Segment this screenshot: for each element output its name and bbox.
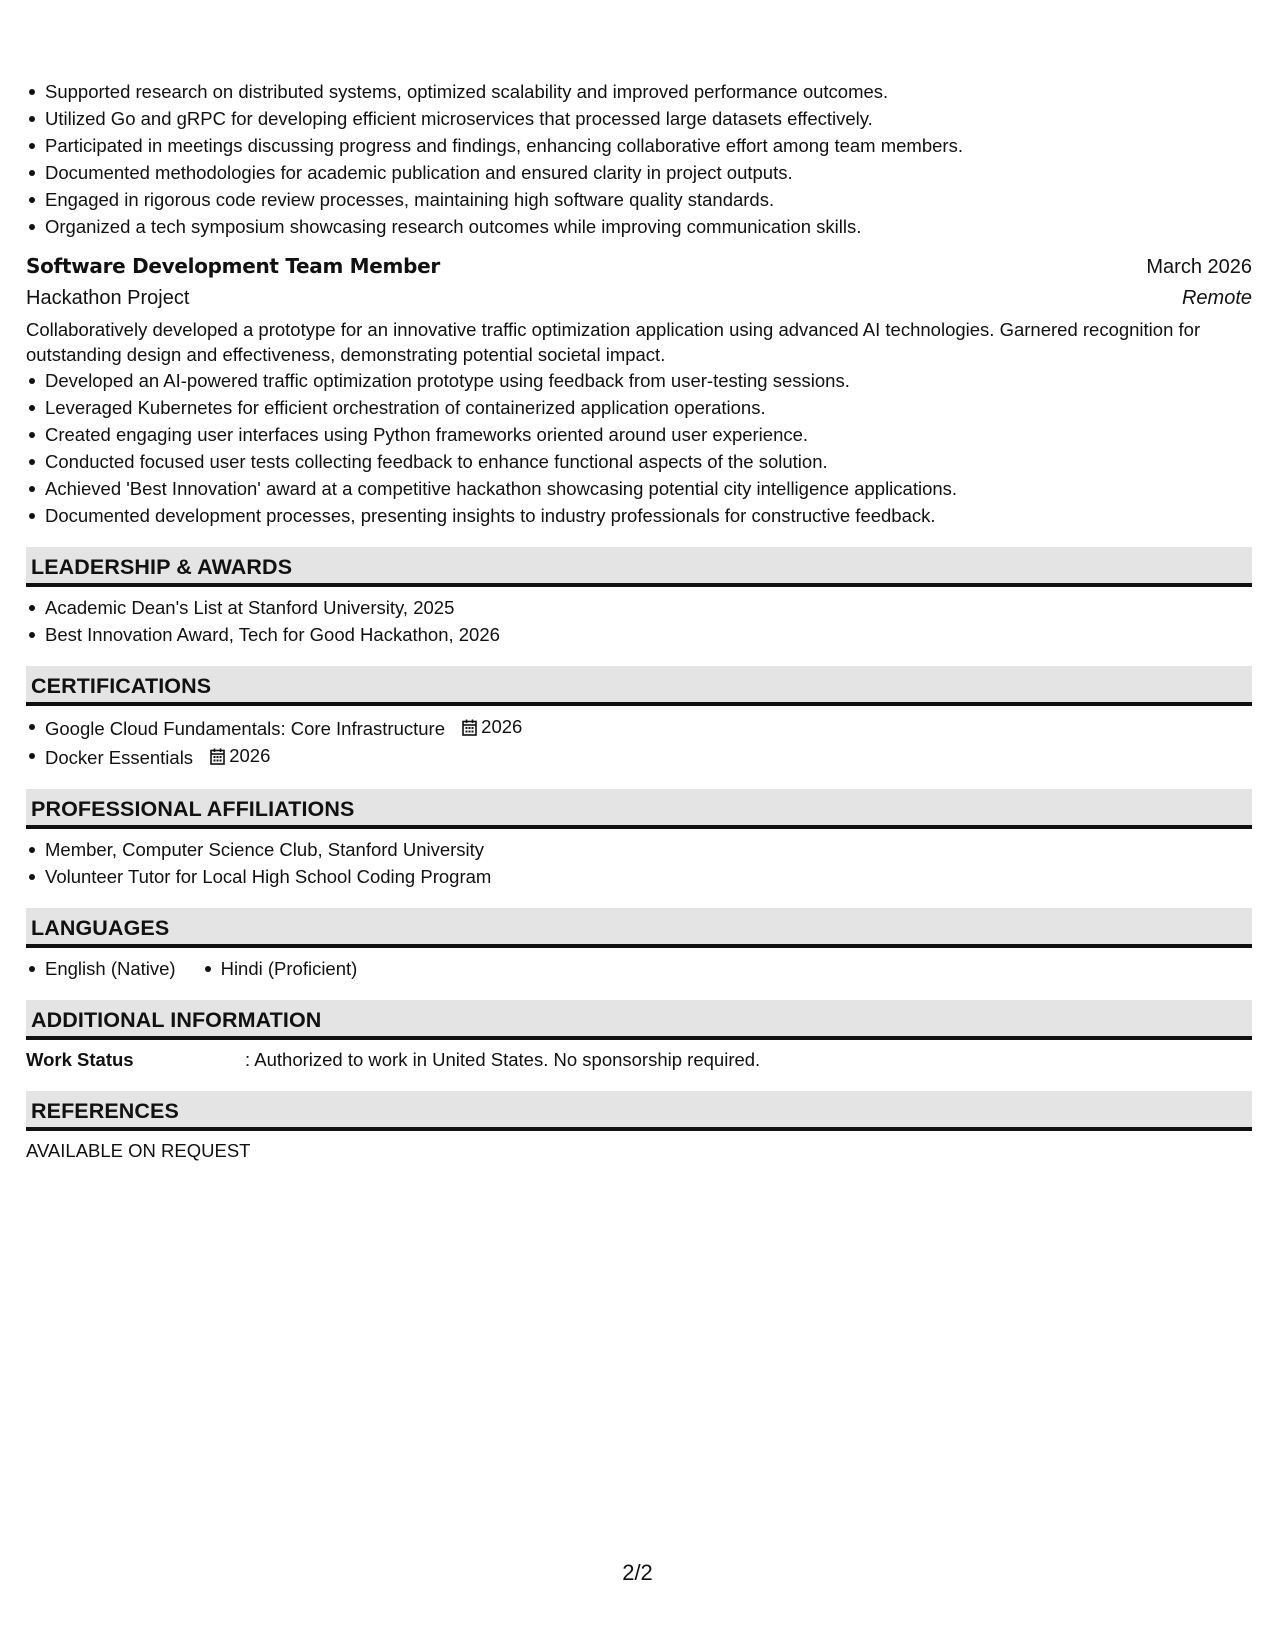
list-item xyxy=(45,713,1252,742)
page-number: 2/2 xyxy=(622,1560,653,1585)
work-status-value: : Authorized to work in United States. No sponsorship required. xyxy=(245,1049,761,1070)
job-subheader xyxy=(26,282,1252,314)
job-bullet-list xyxy=(26,367,1252,529)
section-heading-additional-information xyxy=(26,1000,1252,1040)
resume-page xyxy=(26,78,1252,1164)
list-item: Organized a tech symposium showcasing research outcomes while improving communication skills. xyxy=(45,213,1252,240)
certification-year: 2026 xyxy=(229,745,271,766)
section-heading-references xyxy=(26,1091,1252,1131)
list-item: Documented methodologies for academic publication and ensured clarity in project outputs. xyxy=(45,159,1252,186)
list-item: Documented development processes, presenting insights to industry professionals for constructive feedback. xyxy=(45,502,1252,529)
list-item: Academic Dean's List at Stanford University, 2025 xyxy=(45,594,1252,621)
list-item: Conducted focused user tests collecting feedback to enhance functional aspects of the solution. xyxy=(45,448,1252,475)
calendar-icon xyxy=(462,719,477,736)
list-item xyxy=(45,742,1252,771)
list-item: Member, Computer Science Club, Stanford University xyxy=(45,836,1252,863)
references-text: AVAILABLE ON REQUEST xyxy=(26,1140,251,1161)
languages-list xyxy=(26,955,1252,982)
list-item: Utilized Go and gRPC for developing efficient microservices that processed large datasets effectively. xyxy=(45,105,1252,132)
section-heading-affiliations xyxy=(26,789,1252,829)
list-item: Developed an AI-powered traffic optimization prototype using feedback from user-testing sessions. xyxy=(45,367,1252,394)
certifications-list xyxy=(26,713,1252,771)
job-header xyxy=(26,251,1252,282)
job-summary: Collaboratively developed a prototype for an innovative traffic optimization application using advanced AI technologies. Garnered recognition for outstanding design and effectiveness, demonstrating potential societal impact. xyxy=(26,319,1201,365)
work-status-label: Work Status xyxy=(26,1049,134,1070)
list-item: Hindi (Proficient) xyxy=(221,955,358,982)
calendar-icon xyxy=(210,748,225,765)
list-item: Achieved 'Best Innovation' award at a competitive hackathon showcasing potential city intelligence applications. xyxy=(45,475,1252,502)
certification-name: Docker Essentials xyxy=(45,747,194,768)
list-item: English (Native) xyxy=(45,955,176,982)
certification-name: Google Cloud Fundamentals: Core Infrastructure xyxy=(45,718,446,739)
list-item: Leveraged Kubernetes for efficient orchestration of containerized application operations. xyxy=(45,394,1252,421)
section-heading-text: ADDITIONAL INFORMATION xyxy=(31,1007,322,1032)
job-organization: Hackathon Project xyxy=(26,287,190,309)
list-item: Engaged in rigorous code review processes, maintaining high software quality standards. xyxy=(45,186,1252,213)
certification-year: 2026 xyxy=(481,716,523,737)
section-heading-text: PROFESSIONAL AFFILIATIONS xyxy=(31,796,355,821)
list-item: Created engaging user interfaces using Python frameworks oriented around user experience. xyxy=(45,421,1252,448)
section-heading-languages xyxy=(26,908,1252,948)
affiliations-list xyxy=(26,836,1252,890)
research-bullet-list xyxy=(26,78,1252,240)
section-heading-certifications xyxy=(26,666,1252,706)
list-item: Best Innovation Award, Tech for Good Hackathon, 2026 xyxy=(45,621,1252,648)
leadership-list xyxy=(26,594,1252,648)
section-heading-leadership xyxy=(26,547,1252,587)
list-item: Participated in meetings discussing progress and findings, enhancing collaborative effort among team members. xyxy=(45,132,1252,159)
section-heading-text: REFERENCES xyxy=(31,1098,179,1123)
job-location: Remote xyxy=(1181,287,1252,309)
list-item: Supported research on distributed systems, optimized scalability and improved performance outcomes. xyxy=(45,78,1252,105)
section-heading-text: CERTIFICATIONS xyxy=(31,673,212,698)
section-heading-text: LANGUAGES xyxy=(31,915,170,940)
section-heading-text: LEADERSHIP & AWARDS xyxy=(31,554,293,579)
job-date: March 2026 xyxy=(1146,256,1252,278)
work-status-row xyxy=(26,1047,1252,1073)
list-item: Volunteer Tutor for Local High School Coding Program xyxy=(45,863,1252,890)
job-title: Software Development Team Member xyxy=(26,254,440,278)
certification-date xyxy=(462,713,522,740)
certification-date xyxy=(210,742,270,769)
